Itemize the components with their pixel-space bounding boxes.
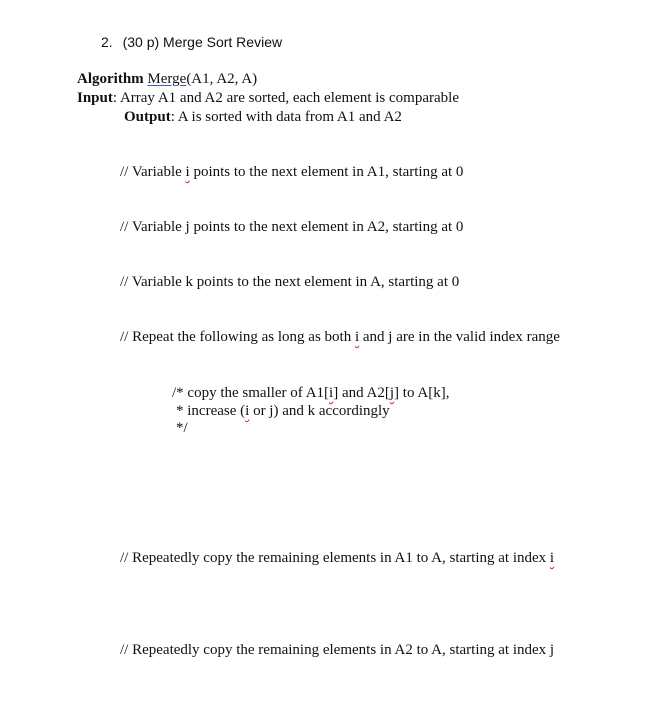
comment-var-k: // Variable k points to the next element in A, starting at 0: [120, 274, 460, 290]
input-label: Input: [77, 90, 113, 106]
block-comment-line-1: /* copy the smaller of A1[i] and A2[j] to A[k],: [172, 385, 450, 401]
input-line: [77, 90, 459, 107]
spell-underline-i: i: [354, 329, 360, 345]
spell-underline-i: i: [185, 164, 190, 180]
spell-underline-j: j: [389, 385, 395, 401]
spell-underline-i: i: [549, 550, 555, 566]
spell-underline-i: i: [245, 403, 250, 419]
spell-underline-i: i: [329, 385, 334, 401]
question-points: (30 p): [122, 34, 160, 50]
comment-var-j: // Variable j points to the next element in A2, starting at 0: [120, 219, 464, 235]
algorithm-keyword: Algorithm: [77, 71, 144, 87]
comment-repeat: // Repeat the following as long as both i and j are in the valid index range: [120, 329, 560, 345]
input-text: : Array A1 and A2 are sorted, each element is comparable: [112, 90, 459, 106]
block-comment-line-3: */: [176, 420, 188, 436]
algorithm-signature: [77, 71, 257, 88]
output-label: Output: [124, 109, 171, 125]
block-comment-line-2: * increase (i or j) and k accordingly: [176, 403, 390, 419]
comment-remaining-a1: // Repeatedly copy the remaining elements in A1 to A, starting at index i: [120, 550, 555, 566]
question-heading: [101, 34, 282, 50]
comment-remaining-a2: // Repeatedly copy the remaining elements in A2 to A, starting at index j: [120, 642, 555, 658]
algorithm-params: (A1, A2, A): [186, 71, 258, 87]
output-line: [124, 109, 402, 126]
algorithm-name: Merge: [147, 71, 187, 87]
question-title: Merge Sort Review: [163, 34, 283, 50]
question-number: 2.: [101, 34, 113, 50]
comment-var-i: // Variable i points to the next element in A1, starting at 0: [120, 164, 464, 180]
output-text: : A is sorted with data from A1 and A2: [170, 109, 402, 125]
